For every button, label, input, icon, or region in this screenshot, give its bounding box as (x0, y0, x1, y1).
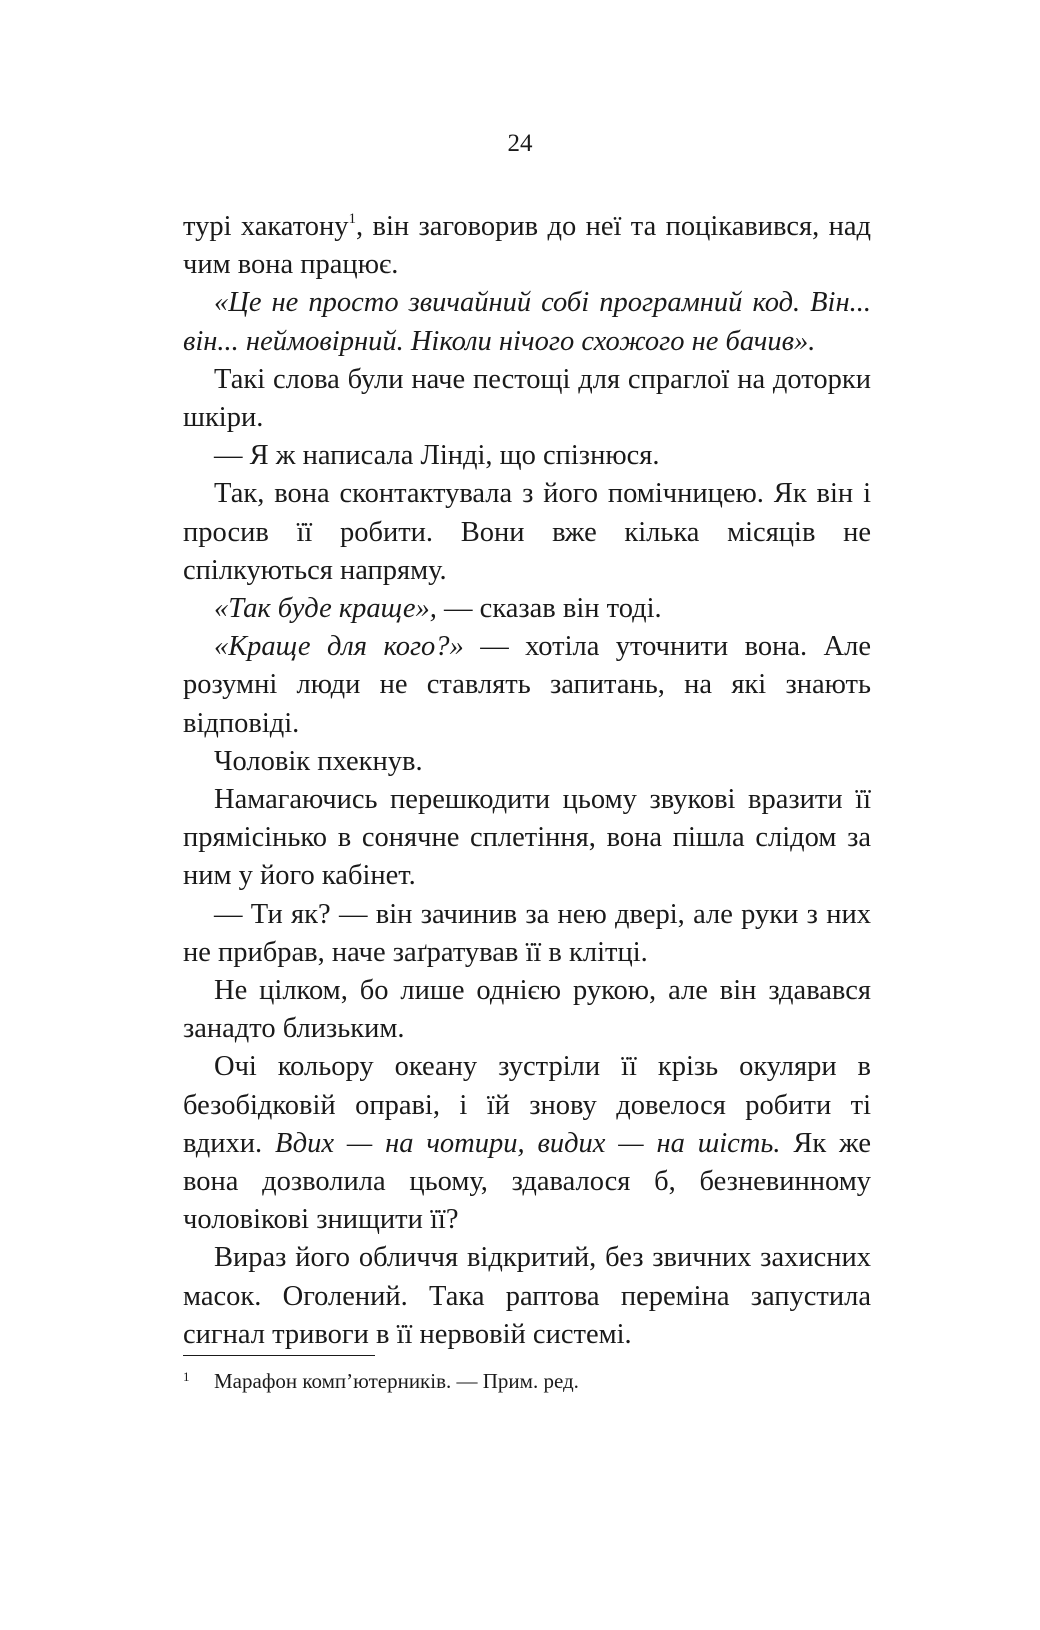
paragraph (183, 437, 871, 475)
text-run: — Я ж написала Лінді, що спізнюся. (214, 440, 660, 472)
body-text (183, 208, 871, 1354)
paragraph (183, 284, 871, 360)
text-run: Такі слова були наче пестощі для спраглої на доторки шкіри. (183, 363, 871, 434)
text-run: Намагаючись перешкодити цьому звукові вразити її прямісінько в сонячне сплетіння, вона пішла слідом за ним у його кабінет. (183, 784, 871, 892)
text-run: Так, вона сконтактувала з його помічницею. Як він і просив її робити. Вони вже кілька місяців не спілкуються напряму. (183, 478, 871, 586)
italic-text: «Так буде краще», (214, 593, 437, 625)
text-run: — Ти як? — він зачинив за нею двері, але руки з них не прибрав, наче заґратував її в клітці. (183, 898, 871, 968)
paragraph (183, 208, 871, 284)
text-run: — сказав він тоді. (436, 593, 662, 625)
paragraph (183, 743, 871, 781)
footnote-divider (183, 1355, 375, 1356)
text-run: — хотіла уточнити вона. Але розумні люди не ставлять запитань, на які знають відповіді. (183, 631, 871, 739)
paragraph (183, 628, 871, 743)
italic-text: «Краще для кого?» (214, 631, 464, 663)
footnote-reference: 1 (348, 211, 357, 227)
text-run: Не цілком, бо лише однією рукою, але він здавався занадто близьким. (183, 975, 871, 1045)
paragraph (183, 1048, 871, 1239)
paragraph (183, 590, 871, 628)
page-number: 24 (507, 130, 533, 157)
paragraph (183, 972, 871, 1048)
italic-text: Вдих — на чотири, видих — на шість. (274, 1127, 781, 1159)
text-run: Вираз його обличчя відкритий, без звичних захисних масок. Оголений. Така раптова переміна запустила сигнал тривоги в її нервовій системі. (183, 1242, 871, 1350)
paragraph (183, 475, 871, 590)
text-run: турі хакатону (183, 211, 349, 242)
paragraph (183, 896, 871, 972)
text-run: Чоловік пхекнув. (214, 745, 423, 777)
paragraph (183, 781, 871, 896)
italic-text: «Це не просто звичайний собі програмний код. Він... він... неймовірний. Ніколи нічого схожого не бачив». (183, 287, 871, 357)
text-run: Очі кольору океану зустріли її крізь окуляри в безобідковій оправі, і їй знову довелося робити ті вдихи. (183, 1051, 871, 1159)
paragraph (183, 361, 871, 437)
footnote-text: Марафон комп’ютерників. — Прим. ред. (214, 1369, 579, 1393)
text-run: , він заговорив до неї та поцікавився, над чим вона працює. (183, 211, 871, 281)
paragraph (183, 1239, 871, 1354)
text-run: Як же вона дозволила цьому, здавалося б, безневинному чоловікові знищити її? (183, 1127, 871, 1236)
footnote: 1 Марафон комп’ютерників. — Прим. ред. (183, 1369, 579, 1393)
